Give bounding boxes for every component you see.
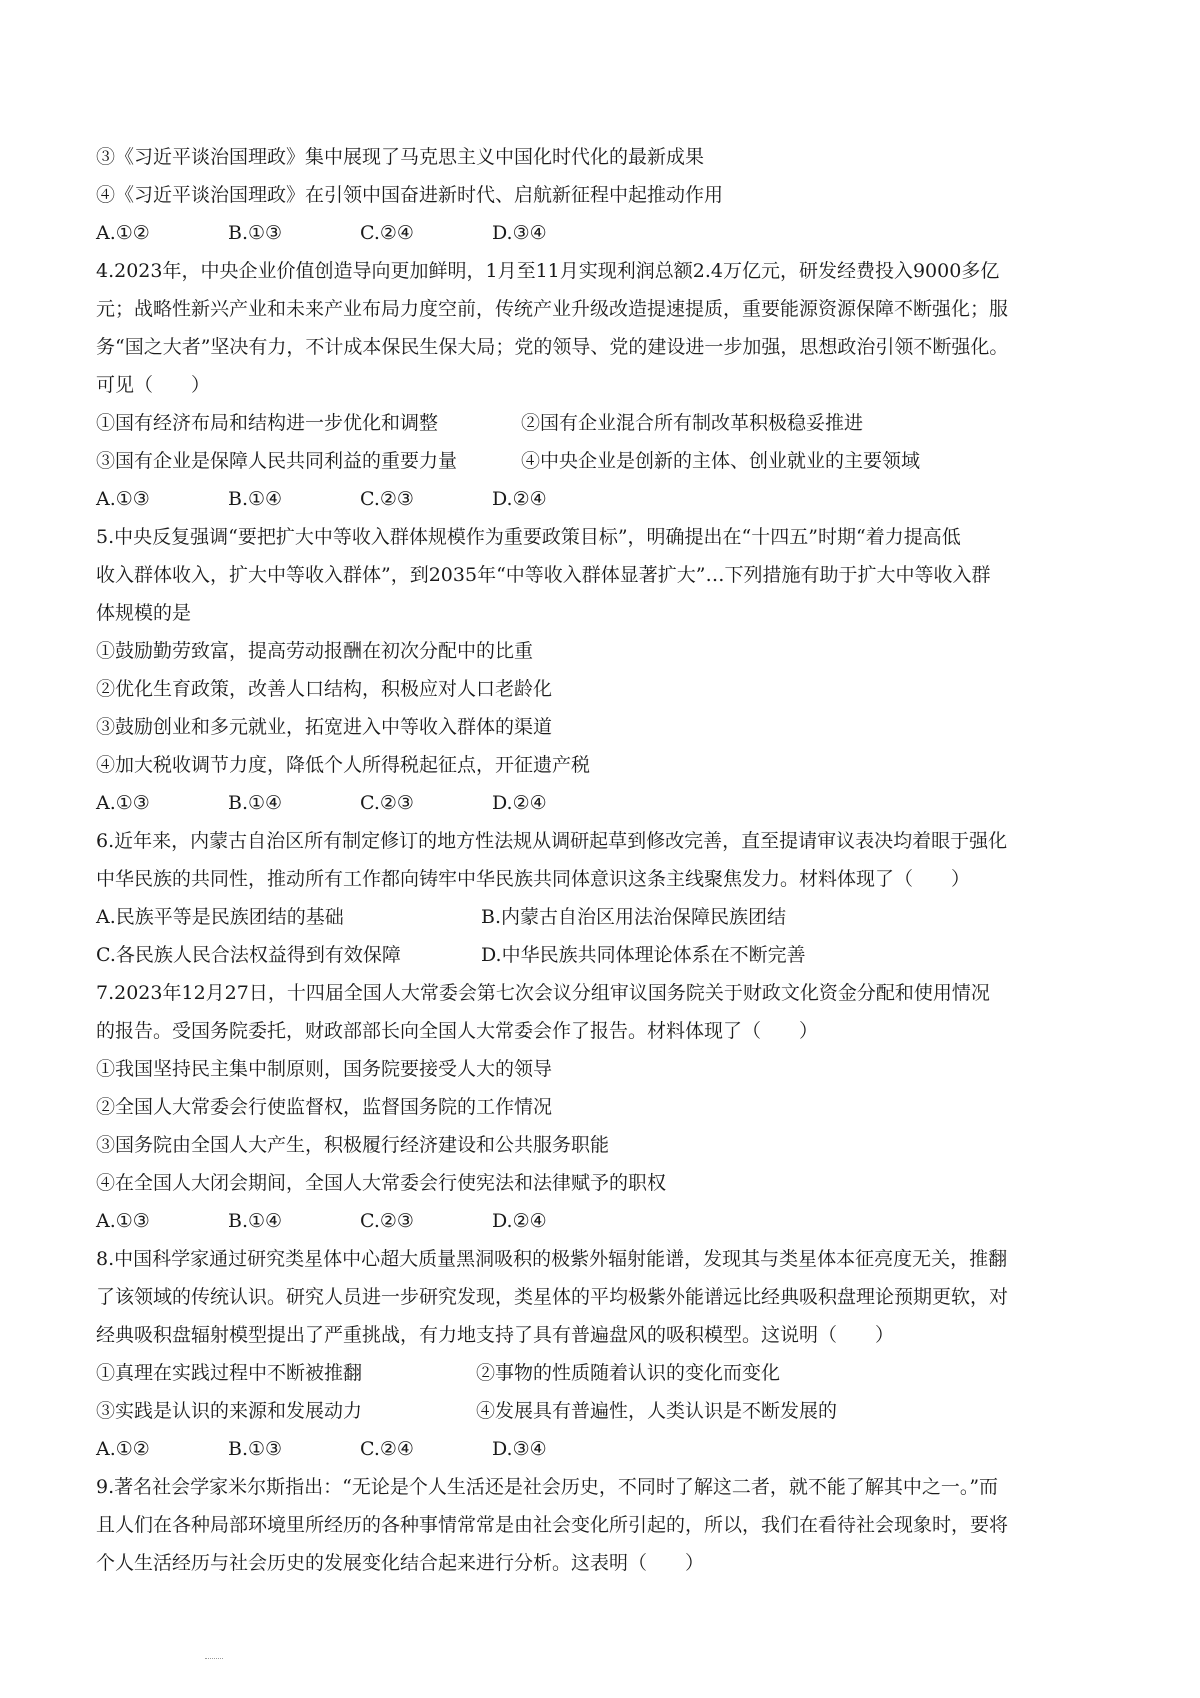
q7-option-d: D.②④ [492, 1210, 547, 1232]
q5-item-3: ③鼓励创业和多元就业，拓宽进入中等收入群体的渠道 [96, 716, 553, 738]
q5-item-2: ②优化生育政策，改善人口结构，积极应对人口老龄化 [96, 678, 553, 700]
q3-item-3: ③《习近平谈治国理政》集中展现了马克思主义中国化时代化的最新成果 [96, 146, 705, 168]
q4-items-row-2 [96, 442, 1106, 480]
q8-items-row-1 [96, 1354, 1106, 1392]
q5-item-4: ④加大税收调节力度，降低个人所得税起征点，开征遗产税 [96, 754, 591, 776]
q4-option-c: C.②③ [360, 488, 414, 510]
q5-option-b: B.①④ [228, 792, 283, 814]
q8-stem-line-2: 了该领域的传统认识。研究人员进一步研究发现，类星体的平均极紫外能谱远比经典吸积盘理论预期更软，对 [96, 1286, 1009, 1308]
q7-item-4: ④在全国人大闭会期间，全国人大常委会行使宪法和法律赋予的职权 [96, 1172, 667, 1194]
q9-stem-line-1: 9.著名社会学家米尔斯指出：“无论是个人生活还是社会历史，不同时了解这二者，就不能了解其中之一。”而 [96, 1476, 999, 1498]
q6-option-b: B.内蒙古自治区用法治保障民族团结 [481, 906, 787, 928]
q5-option-a: A.①③ [96, 792, 150, 814]
q4-option-d: D.②④ [492, 488, 547, 510]
q6-option-a: A.民族平等是民族团结的基础 [96, 906, 344, 928]
q4-items-row-1 [96, 404, 1106, 442]
q3-option-c: C.②④ [360, 222, 414, 244]
q7-option-b: B.①④ [228, 1210, 283, 1232]
q6-options-row-1 [96, 898, 1106, 936]
q7-options [96, 1202, 1106, 1240]
q8-item-3: ③实践是认识的来源和发展动力 [96, 1400, 363, 1422]
q9-stem-line-2: 且人们在各种局部环境里所经历的各种事情常常是由社会变化所引起的，所以，我们在看待社会现象时，要将 [96, 1514, 1009, 1536]
q4-option-b: B.①④ [228, 488, 283, 510]
q5-item-1: ①鼓励勤劳致富，提高劳动报酬在初次分配中的比重 [96, 640, 534, 662]
q4-stem-line-2: 元；战略性新兴产业和未来产业布局力度空前，传统产业升级改造提速提质，重要能源资源保障不断强化；服 [96, 298, 1009, 320]
q5-stem-line-1: 5.中央反复强调“要把扩大中等收入群体规模作为重要政策目标”，明确提出在“十四五”时期“着力提高低 [96, 526, 961, 548]
q4-item-4: ④中央企业是创新的主体、创业就业的主要领域 [521, 450, 921, 472]
q3-option-a: A.①② [96, 222, 150, 244]
q6-options-row-2 [96, 936, 1106, 974]
q7-stem-line-2: 的报告。受国务院委托，财政部部长向全国人大常委会作了报告。材料体现了（ ） [96, 1020, 819, 1042]
q5-stem-line-2: 收入群体收入，扩大中等收入群体”，到2035年“中等收入群体显著扩大”…下列措施有助于扩大中等收入群 [96, 564, 991, 586]
q3-option-b: B.①③ [228, 222, 283, 244]
q5-options [96, 784, 1106, 822]
footer-dotted-mark [205, 1658, 223, 1665]
q8-item-4: ④发展具有普遍性，人类认识是不断发展的 [476, 1400, 838, 1422]
q4-item-3: ③国有企业是保障人民共同利益的重要力量 [96, 450, 458, 472]
q5-stem-line-3: 体规模的是 [96, 602, 192, 624]
q8-option-d: D.③④ [492, 1438, 547, 1460]
q8-items-row-2 [96, 1392, 1106, 1430]
q4-item-2: ②国有企业混合所有制改革积极稳妥推进 [521, 412, 864, 434]
q4-options [96, 480, 1106, 518]
q4-option-a: A.①③ [96, 488, 150, 510]
q3-item-4: ④《习近平谈治国理政》在引领中国奋进新时代、启航新征程中起推动作用 [96, 184, 724, 206]
q4-stem-line-1: 4.2023年，中央企业价值创造导向更加鲜明，1月至11月实现利润总额2.4万亿元，研发经费投入9000多亿 [96, 260, 1000, 282]
exam-page [96, 138, 1106, 1582]
q8-option-a: A.①② [96, 1438, 150, 1460]
q7-option-a: A.①③ [96, 1210, 150, 1232]
q6-option-c: C.各民族人民合法权益得到有效保障 [96, 944, 401, 966]
q4-stem-line-4: 可见（ ） [96, 374, 211, 396]
q8-item-2: ②事物的性质随着认识的变化而变化 [476, 1362, 781, 1384]
q8-option-c: C.②④ [360, 1438, 414, 1460]
q4-item-1: ①国有经济布局和结构进一步优化和调整 [96, 412, 439, 434]
q7-item-1: ①我国坚持民主集中制原则，国务院要接受人大的领导 [96, 1058, 553, 1080]
q6-stem-line-2: 中华民族的共同性，推动所有工作都向铸牢中华民族共同体意识这条主线聚焦发力。材料体现了（ ） [96, 868, 971, 890]
q3-options [96, 214, 1106, 252]
q7-item-2: ②全国人大常委会行使监督权，监督国务院的工作情况 [96, 1096, 553, 1118]
q4-stem-line-3: 务“国之大者”坚决有力，不计成本保民生保大局；党的领导、党的建设进一步加强，思想政治引领不断强化。 [96, 336, 1009, 358]
q7-item-3: ③国务院由全国人大产生，积极履行经济建设和公共服务职能 [96, 1134, 610, 1156]
q5-option-d: D.②④ [492, 792, 547, 814]
q5-option-c: C.②③ [360, 792, 414, 814]
q8-options [96, 1430, 1106, 1468]
q6-option-d: D.中华民族共同体理论体系在不断完善 [481, 944, 806, 966]
q7-stem-line-1: 7.2023年12月27日，十四届全国人大常委会第七次会议分组审议国务院关于财政文化资金分配和使用情况 [96, 982, 990, 1004]
q8-stem-line-1: 8.中国科学家通过研究类星体中心超大质量黑洞吸积的极紫外辐射能谱，发现其与类星体本征亮度无关，推翻 [96, 1248, 1008, 1270]
q9-stem-line-3: 个人生活经历与社会历史的发展变化结合起来进行分析。这表明（ ） [96, 1552, 705, 1574]
q8-option-b: B.①③ [228, 1438, 283, 1460]
q8-stem-line-3: 经典吸积盘辐射模型提出了严重挑战，有力地支持了具有普遍盘风的吸积模型。这说明（ ） [96, 1324, 895, 1346]
q7-option-c: C.②③ [360, 1210, 414, 1232]
q8-item-1: ①真理在实践过程中不断被推翻 [96, 1362, 363, 1384]
q6-stem-line-1: 6.近年来，内蒙古自治区所有制定修订的地方性法规从调研起草到修改完善，直至提请审议表决均着眼于强化 [96, 830, 1008, 852]
q3-option-d: D.③④ [492, 222, 547, 244]
